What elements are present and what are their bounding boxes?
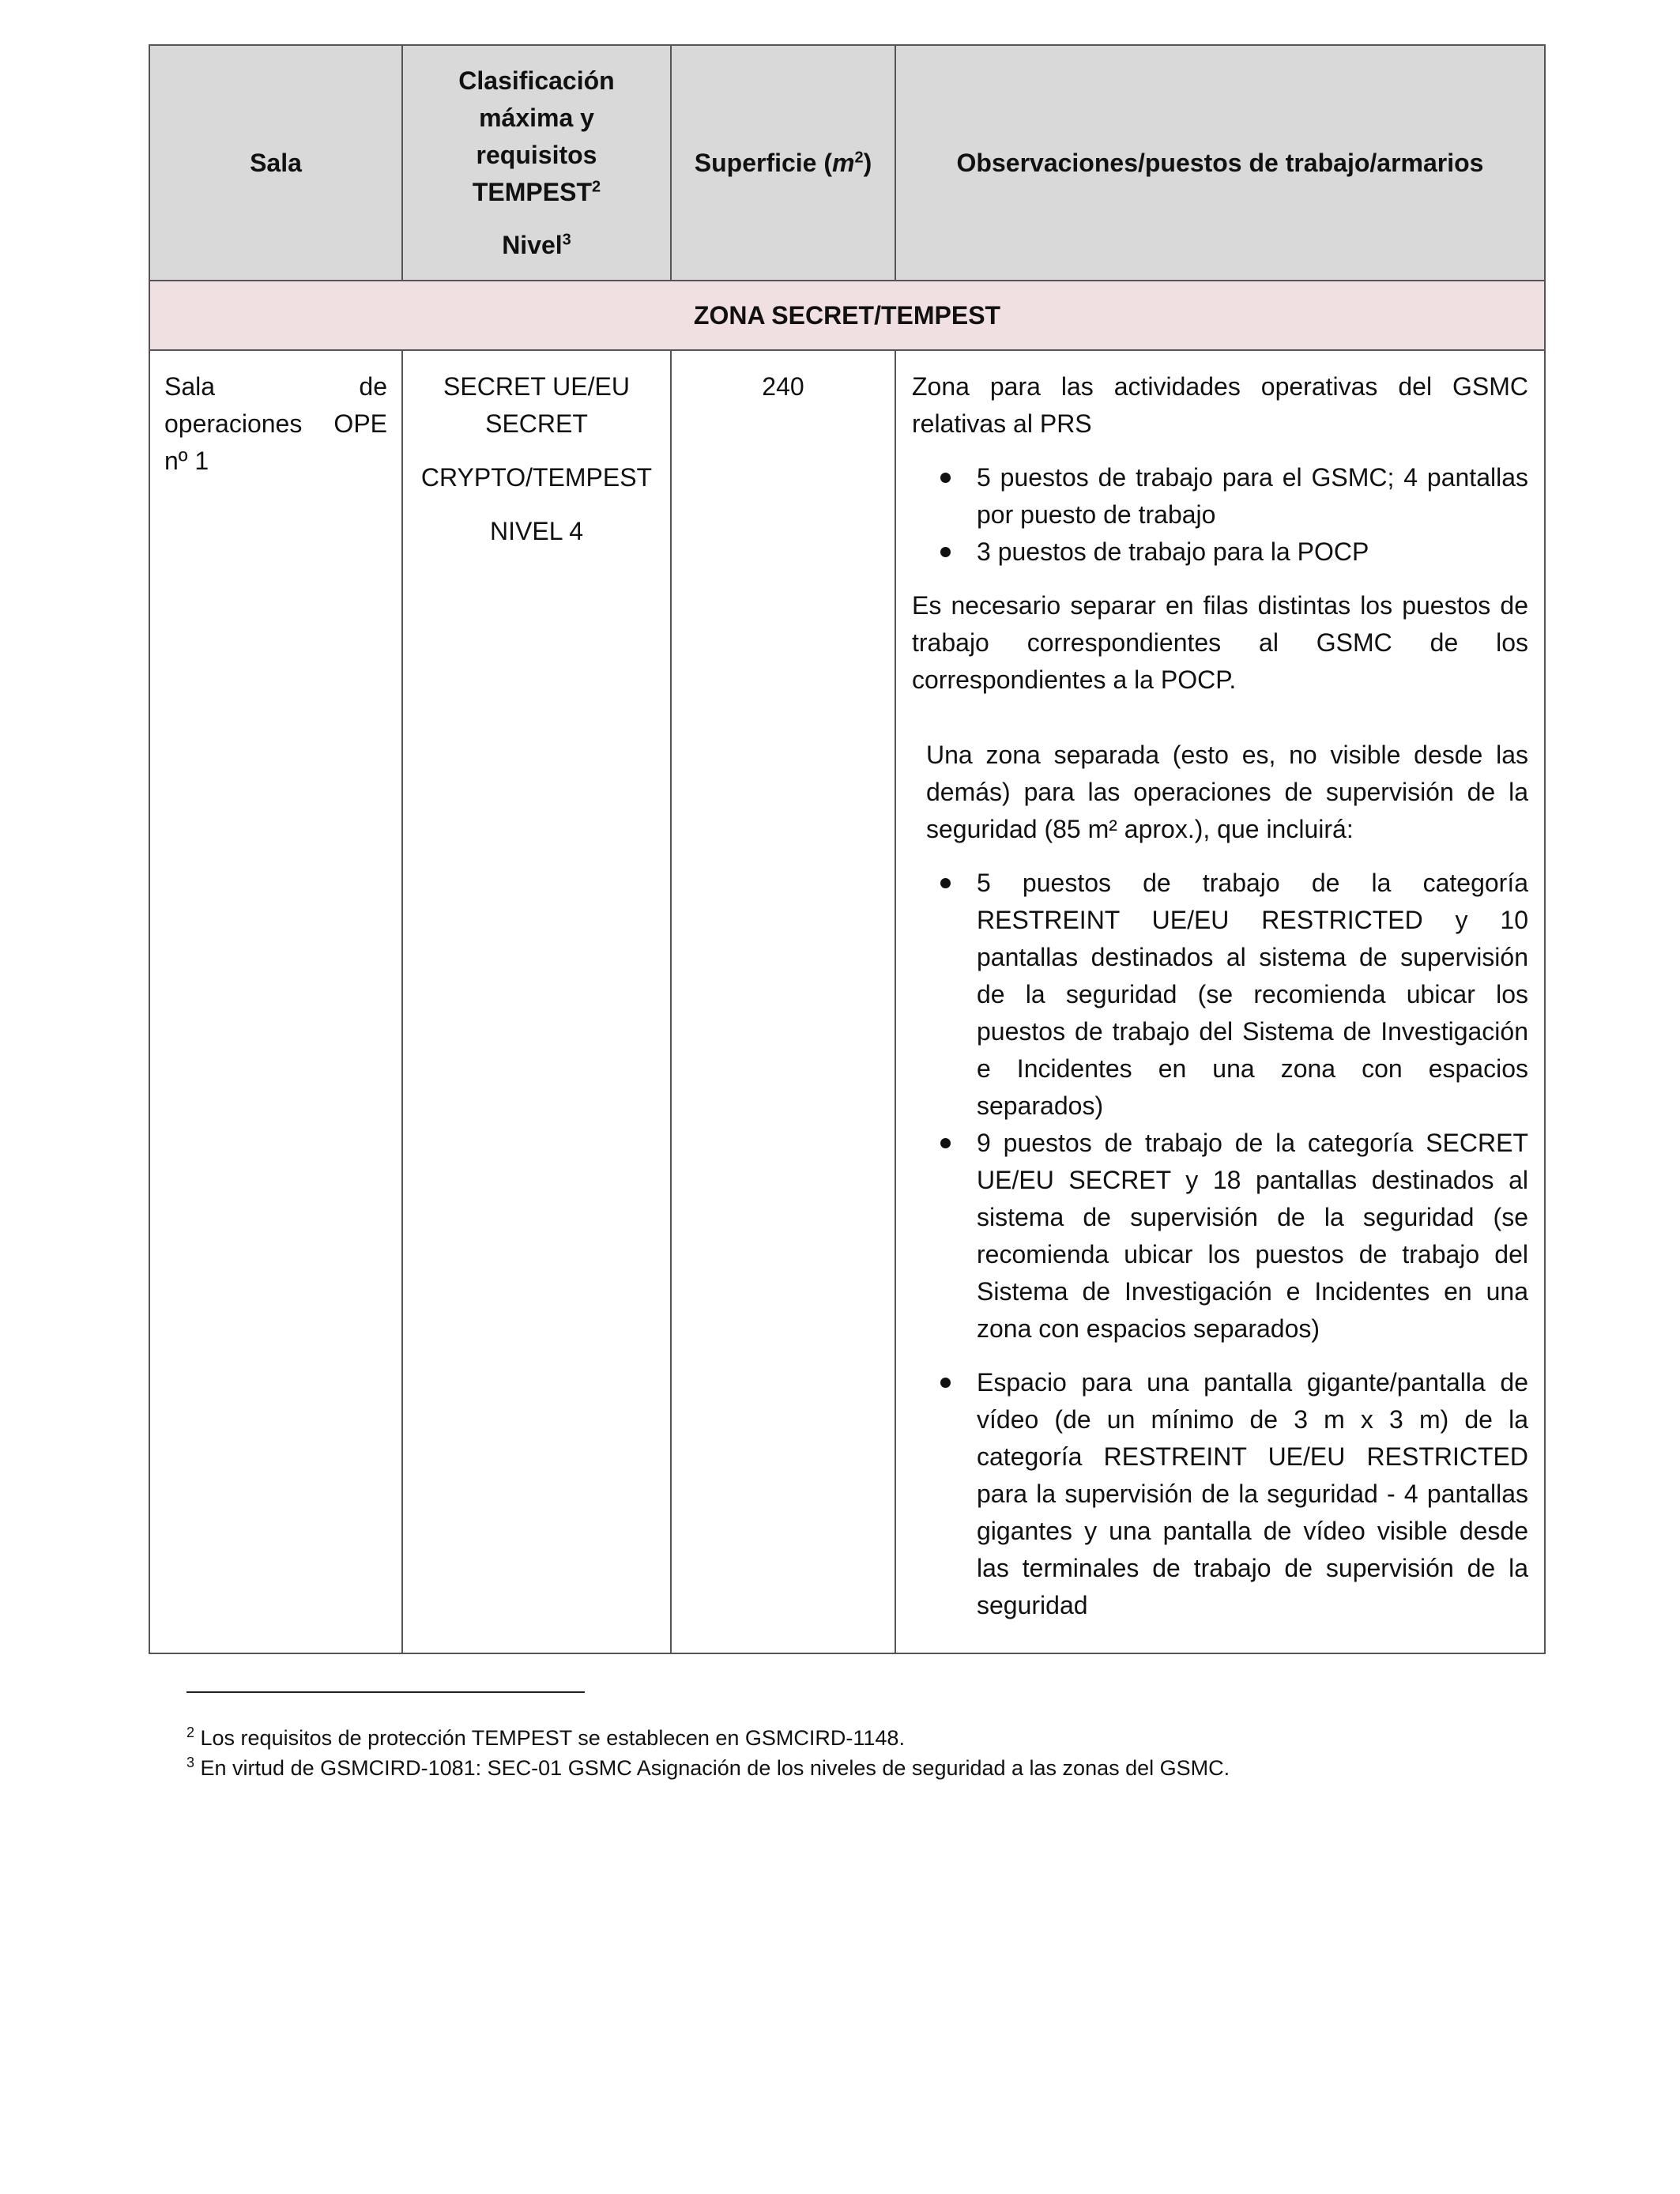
list-item: 3 puestos de trabajo para la POCP: [912, 533, 1528, 571]
cell-superficie: 240: [671, 350, 895, 1653]
obs-list-3: [912, 1364, 1528, 1624]
list-item: 5 puestos de trabajo de la categoría RESTREINT UE/EU RESTRICTED y 10 pantallas destinados al sistema de supervisión de la seguridad (se recomienda ubicar los puestos de trabajo del Sistema de Investigación e Incidentes en una zona con espacios separados): [912, 865, 1528, 1125]
zone-row: [149, 281, 1545, 350]
cell-observaciones: [895, 350, 1545, 1653]
footnote-ref-3: 3: [562, 230, 571, 248]
table-header-row: [149, 45, 1545, 281]
table-row: [149, 350, 1545, 1653]
list-item: 9 puestos de trabajo de la categoría SECRET UE/EU SECRET y 18 pantallas destinados al sistema de supervisión de la seguridad (se recomienda ubicar los puestos de trabajo del Sistema de Investigación e Incidentes en una zona con espacios separados): [912, 1125, 1528, 1348]
header-superficie: Superficie $(m^2)$: [671, 45, 895, 281]
list-item: Espacio para una pantalla gigante/pantalla de vídeo (de un mínimo de 3 m x 3 m) de la categoría RESTREINT UE/EU RESTRICTED para la supervisión de la seguridad - 4 pantallas gigantes y una pantalla de vídeo visible desde las terminales de trabajo de supervisión de la seguridad: [912, 1364, 1528, 1624]
list-item: 5 puestos de trabajo para el GSMC; 4 pantallas por puesto de trabajo: [912, 459, 1528, 533]
header-clasificacion: Clasificación máxima y requisitos TEMPEST$^2$ Nivel$^3$: [402, 45, 671, 281]
header-observaciones: Observaciones/puestos de trabajo/armarios: [895, 45, 1545, 281]
footnote-ref-2: 2: [592, 177, 601, 195]
footnote-2: $^2$ Los requisitos de protección TEMPEST se establecen en GSMCIRD-1148.: [186, 1725, 905, 1750]
obs-paragraph: Una zona separada (esto es, no visible desde las demás) para las operaciones de supervisión de la seguridad (85 m² aprox.), que incluirá:: [926, 741, 1528, 843]
rooms-table: [149, 44, 1546, 1654]
bullet-icon: [940, 547, 951, 557]
zone-title: ZONA SECRET/TEMPEST: [149, 281, 1545, 350]
footnote-3: $^3$ En virtud de GSMCIRD-1081: SEC-01 GSMC Asignación de los niveles de seguridad a las zonas del GSMC.: [186, 1755, 1230, 1780]
cell-clasificacion: SECRET UE/EU SECRET CRYPTO/TEMPEST NIVEL 4: [402, 350, 671, 1653]
bullet-icon: [940, 878, 951, 888]
header-sala: Sala: [149, 45, 402, 281]
bullet-icon: [940, 1138, 951, 1148]
obs-list-2: [912, 865, 1528, 1348]
bullet-icon: [940, 1378, 951, 1388]
footnote-separator: [186, 1691, 585, 1693]
obs-list-1: [912, 459, 1528, 571]
obs-intro: Zona para las actividades operativas del GSMC relativas al PRS: [912, 372, 1528, 438]
obs-paragraph: Es necesario separar en filas distintas los puestos de trabajo correspondientes al GSMC de los correspondientes a la POCP.: [912, 591, 1528, 694]
bullet-icon: [940, 473, 951, 483]
cell-sala: Sala de operaciones OPE nº 1: [149, 350, 402, 1653]
